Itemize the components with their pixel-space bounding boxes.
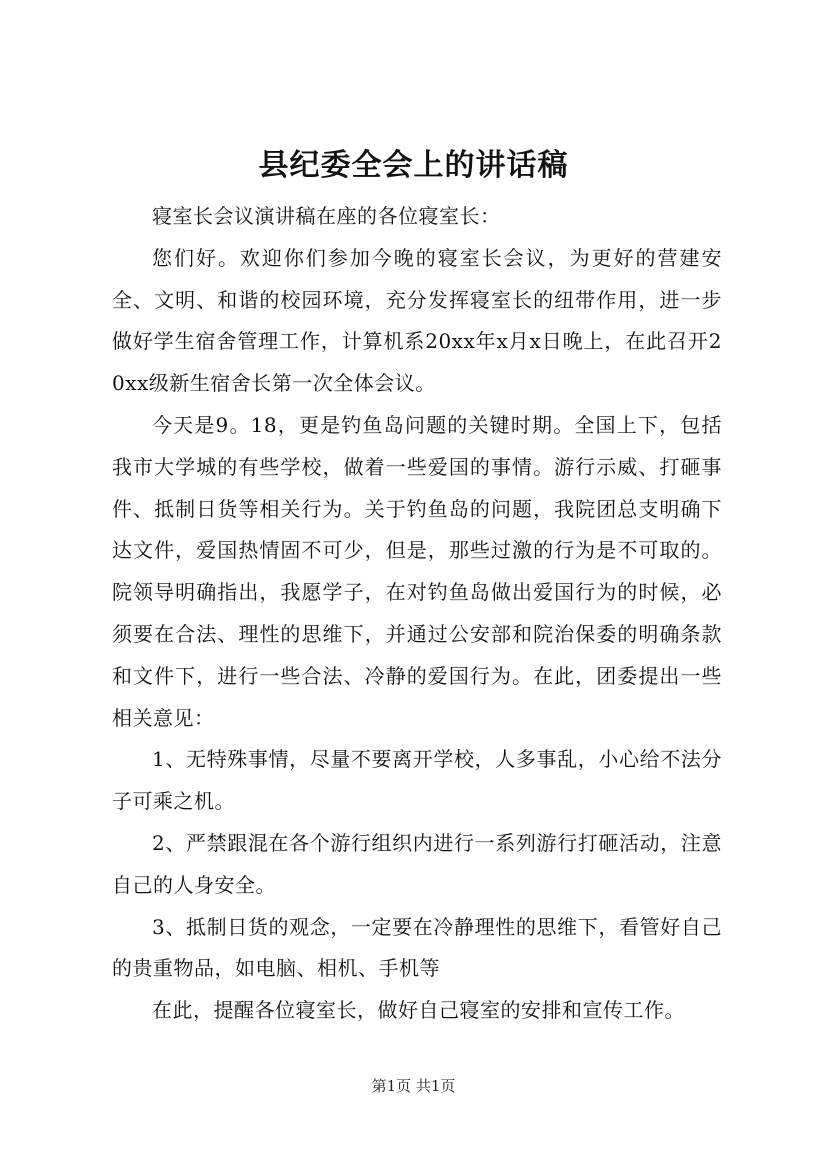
paragraph-background: 今天是9。18，更是钓鱼岛问题的关键时期。全国上下，包括我市大学城的有些学校，做着一些爱国的事情。游行示威、打砸事件、抵制日货等相关行为。关于钓鱼岛的问题，我院团总支明确下达文件，爱国热情固不可少，但是，那些过激的行为是不可取的。院领导明确指出，我愿学子，在对钓鱼岛做出爱国行为的时候，必须要在合法、理性的思维下，并通过公安部和院治保委的明确条款和文件下，进行一些合法、冷静的爱国行为。在此，团委提出一些相关意见： xyxy=(112,412,722,730)
document-title: 县纪委全会上的讲话稿 xyxy=(258,148,569,183)
page-number-footer: 第1页 共1页 xyxy=(371,1077,456,1095)
paragraph-salutation: 寝室长会议演讲稿在座的各位寝室长： xyxy=(152,204,501,228)
paragraph-advice-1: 1、无特殊事情，尽量不要离开学校，人多事乱，小心给不法分子可乘之机。 xyxy=(112,747,722,814)
paragraph-advice-3: 3、抵制日货的观念，一定要在冷静理性的思维下，看管好自己的贵重物品，如电脑、相机、手机等 xyxy=(112,914,722,981)
paragraph-closing: 在此，提醒各位寝室长，做好自己寝室的安排和宣传工作。 xyxy=(152,998,685,1023)
paragraph-advice-2: 2、严禁跟混在各个游行组织内进行一系列游行打砸活动，注意自己的人身安全。 xyxy=(112,830,722,897)
paragraph-welcome: 您们好。欢迎你们参加今晚的寝室长会议，为更好的营建安全、文明、和谐的校园环境，充分发挥寝室长的纽带作用，进一步做好学生宿舍管理工作，计算机系20xx年x月x日晚上，在此召开20xx级新生宿舍长第一次全体会议。 xyxy=(112,245,722,396)
document-body xyxy=(112,196,722,1032)
